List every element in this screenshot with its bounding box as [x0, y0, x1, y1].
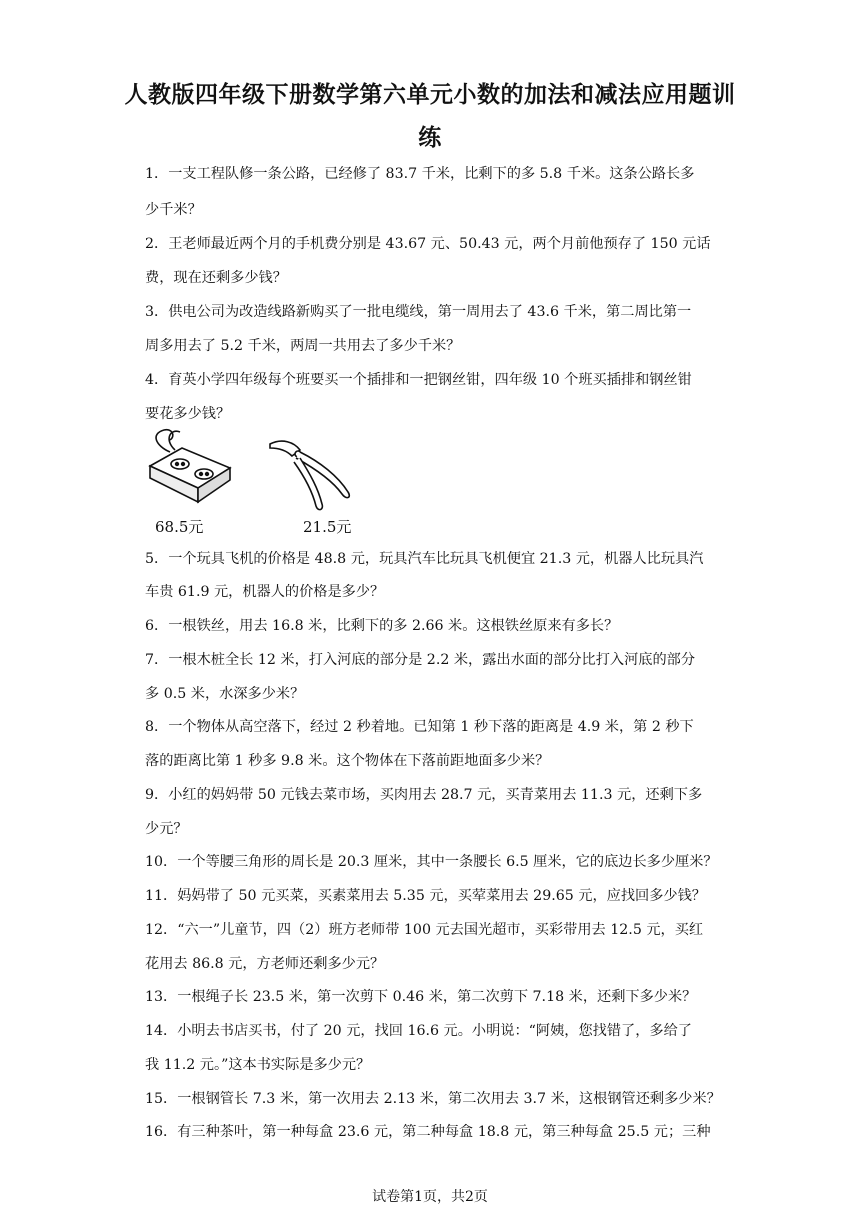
power-strip-icon	[150, 430, 230, 502]
question-10-line-1: 10．一个等腰三角形的周长是 20.3 厘米，其中一条腰长 6.5 厘米，它的底边长多少厘米？	[145, 854, 718, 870]
question-15-line-1: 15．一根钢管长 7.3 米，第一次用去 2.13 米，第二次用去 3.7 米，这根钢管还剩多少米？	[145, 1091, 721, 1107]
question-2-line-2: 费，现在还剩多少钱？	[145, 270, 287, 286]
power-strip-price: 68.5元	[155, 518, 204, 536]
page-title-continued: 练	[418, 124, 442, 151]
question-14-line-2: 我 11.2 元。”这本书实际是多少元？	[145, 1057, 371, 1073]
question-1-line-2: 少千米？	[145, 202, 202, 218]
question-8-line-2: 落的距离比第 1 秒多 9.8 米。这个物体在下落前距地面多少米？	[145, 753, 550, 769]
question-3-line-1: 3．供电公司为改造线路新购买了一批电缆线，第一周用去了 43.6 千米，第二周比第一	[145, 304, 692, 320]
products-figure	[142, 428, 372, 514]
question-16-line-1: 16．有三种茶叶，第一种每盒 23.6 元，第二种每盒 18.8 元，第三种每盒 25.5 元；三种	[145, 1124, 711, 1140]
question-7-line-2: 多 0.5 米，水深多少米？	[145, 686, 305, 702]
page-title: 人教版四年级下册数学第六单元小数的加法和减法应用题训	[124, 81, 736, 108]
question-5-line-1: 5．一个玩具飞机的价格是 48.8 元，玩具汽车比玩具飞机便宜 21.3 元，机器人比玩具汽	[145, 551, 704, 567]
question-3-line-2: 周多用去了 5.2 千米，两周一共用去了多少千米？	[145, 338, 461, 354]
question-2-line-1: 2．王老师最近两个月的手机费分别是 43.67 元、50.43 元，两个月前他预存了 150 元话	[145, 236, 711, 252]
pliers-icon	[270, 441, 349, 510]
question-1-line-1: 1．一支工程队修一条公路，已经修了 83.7 千米，比剩下的多 5.8 千米。这条公路长多	[145, 166, 695, 182]
question-4-line-2: 要花多少钱？	[145, 406, 231, 422]
question-4-line-1: 4．育英小学四年级每个班要买一个插排和一把钢丝钳，四年级 10 个班买插排和钢丝钳	[145, 372, 692, 388]
question-5-line-2: 车贵 61.9 元，机器人的价格是多少？	[145, 584, 385, 600]
question-8-line-1: 8．一个物体从高空落下，经过 2 秒着地。已知第 1 秒下落的距离是 4.9 米，第 2 秒下	[145, 719, 694, 735]
page-footer: 试卷第1页，共2页	[372, 1189, 488, 1205]
question-11-line-1: 11．妈妈带了 50 元买菜，买素菜用去 5.35 元，买荤菜用去 29.65 元，应找回多少钱？	[145, 888, 706, 904]
question-7-line-1: 7．一根木桩全长 12 米，打入河底的部分是 2.2 米，露出水面的部分比打入河底的部分	[145, 652, 696, 668]
question-12-line-2: 花用去 86.8 元，方老师还剩多少元？	[145, 956, 385, 972]
question-6-line-1: 6．一根铁丝，用去 16.8 米，比剩下的多 2.66 米。这根铁丝原来有多长？	[145, 618, 619, 634]
question-14-line-1: 14．小明去书店买书，付了 20 元，找回 16.6 元。小明说：“阿姨，您找错了，多给了	[145, 1023, 692, 1039]
pliers-price: 21.5元	[303, 518, 352, 536]
question-9-line-1: 9．小红的妈妈带 50 元钱去菜市场，买肉用去 28.7 元，买青菜用去 11.3 元，还剩下多	[145, 787, 703, 803]
question-9-line-2: 少元？	[145, 821, 188, 837]
question-13-line-1: 13．一根绳子长 23.5 米，第一次剪下 0.46 米，第二次剪下 7.18 米，还剩下多少米？	[145, 989, 697, 1005]
question-12-line-1: 12．“六一”儿童节，四（2）班方老师带 100 元去国光超市，买彩带用去 12.5 元，买红	[145, 922, 704, 938]
